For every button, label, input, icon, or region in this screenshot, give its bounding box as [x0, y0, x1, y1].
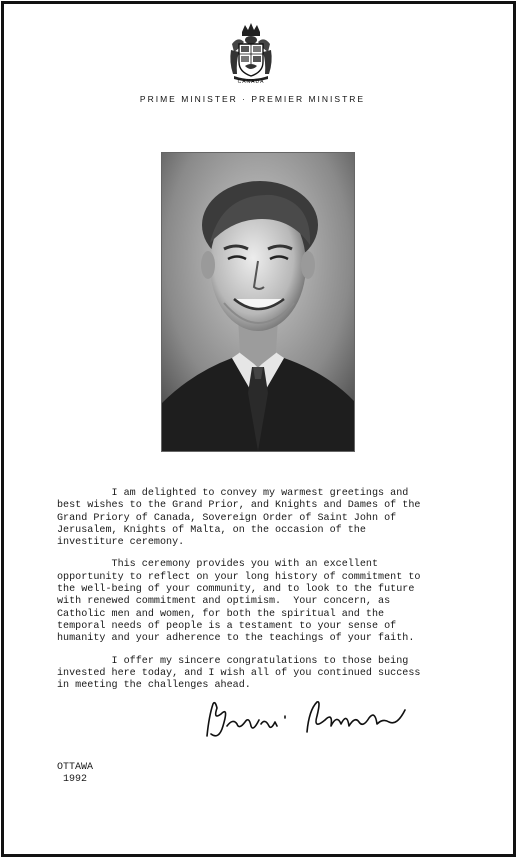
crest-caption: CANADA [237, 79, 265, 85]
letter-page [1, 1, 516, 857]
letter-body [57, 488, 472, 702]
letter-place-date [57, 762, 93, 786]
letter-paragraph: I am delighted to convey my warmest greetings and best wishes to the Grand Prior, and Knights and Dames of the Grand Priory of Canada, Sovereign Order of Saint John of Jerusalem, Knights of Malta, on the occasion of the investiture ceremony. [57, 488, 421, 549]
place-name: OTTAWA [57, 762, 94, 773]
portrait-photo [161, 152, 355, 452]
letter-year: 1992 [57, 774, 88, 785]
letter-paragraph: This ceremony provides you with an excellent opportunity to reflect on your long history of commitment to the well-being of your community, and to look to the future with renewed commitment and optimism. Your concern, as Catholic men and women, for both the spiritual and the temporal needs of people is a testament to your sense of humanity and your adherence to the teachings of your faith. [57, 559, 421, 645]
handwritten-signature [199, 696, 414, 742]
letterhead-title: PRIME MINISTER · PREMIER MINISTRE [139, 94, 366, 104]
letter-paragraph: I offer my sincere congratulations to those being invested here today, and I wish all of you continued success in meeting the challenges ahead. [57, 655, 421, 692]
coat-of-arms-icon [228, 22, 274, 84]
